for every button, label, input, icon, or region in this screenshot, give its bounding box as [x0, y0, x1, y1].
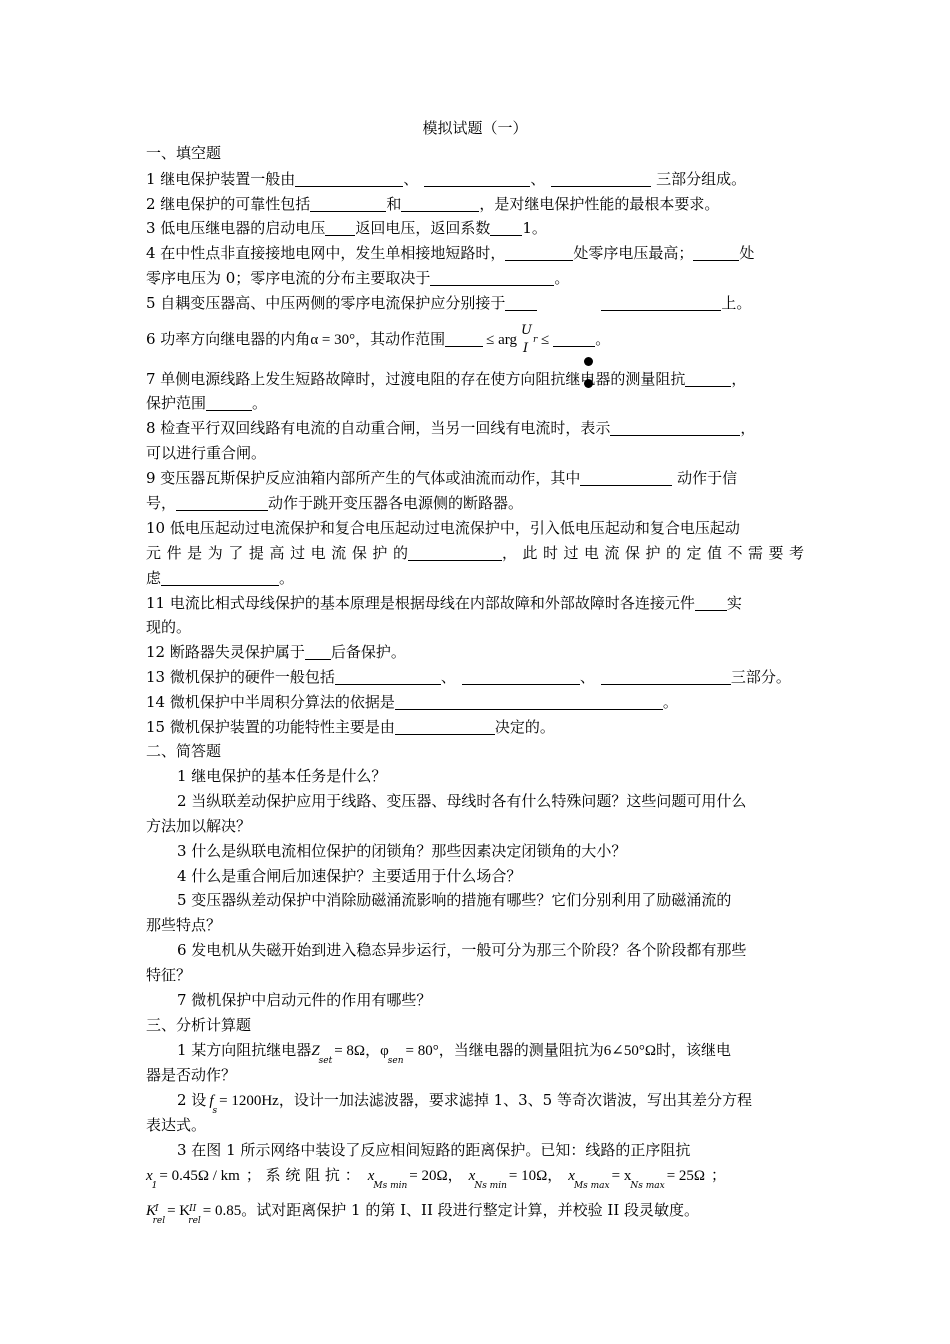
fill-question-5: 5 自耦变压器高、中压两侧的零序电流保护应分别接于 上。: [146, 294, 752, 312]
fill-question-6: 6 功率方向继电器的内角α = 30°，其动作范围 ≤ arg U r I ≤ 。: [146, 323, 611, 356]
calc-question-3: 3 在图 1 所示网络中装设了反应相间短路的距离保护。已知：线路的正序阻抗: [177, 1141, 691, 1159]
answer-blank[interactable]: [685, 372, 731, 387]
answer-blank[interactable]: [310, 197, 386, 212]
answer-blank[interactable]: [305, 645, 331, 660]
fill-question-7: 7 单侧电源线路上发生短路故障时，过渡电阻的存在使方向阻抗继电器的测量阻抗 ，: [146, 370, 747, 388]
phasor-dot-icon: [584, 357, 593, 366]
short-question-6: 6 发电机从失磁开始到进入稳态异步运行，一般可分为那三个阶段？各个阶段都有那些: [177, 941, 747, 959]
short-question-2-cont: 方法加以解决？: [146, 817, 252, 835]
fill-question-3: 3 低电压继电器的启动电压 返回电压，返回系数 1。: [146, 219, 547, 237]
fill-question-7-cont: 保护范围 。: [146, 394, 268, 412]
calc-question-3-impedances: $x_1= 0.45\Omega$ / km ； 系 统 阻 抗 ： $x_{Ms min}= 20\Omega$， $x_{Ns min}= 10\Omega$， $x_{Ms max}= x_{Ns max}= 25\Omega$ ；: [146, 1166, 727, 1191]
answer-blank[interactable]: [490, 221, 522, 236]
calc-question-2-cont: 表达式。: [146, 1116, 207, 1134]
fill-question-4: 4 在中性点非直接接地电网中，发生单相接地短路时， 处零序电压最高； 处: [146, 244, 755, 262]
answer-blank[interactable]: [505, 246, 573, 261]
answer-blank[interactable]: [176, 496, 268, 511]
answer-blank[interactable]: [395, 720, 495, 735]
calc-question-1-cont: 器是否动作？: [146, 1066, 237, 1084]
fill-question-9-cont: 号， 动作于跳开变压器各电源侧的断路器。: [146, 494, 524, 512]
fill-question-13: 13 微机保护的硬件一般包括 、 、 三部分。: [146, 668, 791, 686]
section-heading-fill: 一、填空题: [146, 144, 222, 162]
answer-blank[interactable]: [408, 546, 502, 561]
calc-question-2: 2 设 $f_s= 1200Hz$，设计一加法滤波器，要求滤掉 1、3、5 等奇次谐波，写出其差分方程: [177, 1091, 752, 1116]
answer-blank[interactable]: [505, 296, 537, 311]
fill-question-8: 8 检查平行双回线路有电流的自动重合闸，当另一回线有电流时，表示 ，: [146, 419, 756, 437]
fill-question-9: 9 变压器瓦斯保护反应油箱内部所产生的气体或油流而动作，其中 动作于信: [146, 469, 738, 487]
fill-question-10: 10 低电压起动过电流保护和复合电压起动过电流保护中，引入低电压起动和复合电压起动: [146, 519, 740, 537]
answer-blank[interactable]: [553, 332, 595, 347]
short-question-3: 3 什么是纵联电流相位保护的闭锁角？那些因素决定闭锁角的大小？: [177, 842, 627, 860]
short-question-2: 2 当纵联差动保护应用于线路、变压器、母线时各有什么特殊问题？这些问题可用什么: [177, 792, 747, 810]
fill-question-14: 14 微机保护中半周积分算法的依据是 。: [146, 693, 678, 711]
answer-blank[interactable]: [295, 172, 403, 187]
section-heading-calc: 三、分析计算题: [146, 1016, 252, 1034]
answer-blank[interactable]: [551, 172, 651, 187]
fill-question-10-cont: 元件是为了提高过电流保护的 ，此时过电流保护的定值不需要考: [146, 544, 804, 562]
fill-question-11: 11 电流比相式母线保护的基本原理是根据母线在内部故障和外部故障时各连接元件 实: [146, 594, 742, 612]
answer-blank[interactable]: [206, 396, 252, 411]
section-heading-short: 二、简答题: [146, 742, 222, 760]
voltage-current-fraction: U r I: [521, 323, 538, 356]
fill-question-4-cont: 零序电压为 0；零序电流的分布主要取决于 。: [146, 269, 570, 287]
short-question-6-cont: 特征？: [146, 966, 192, 984]
answer-blank[interactable]: [161, 571, 279, 586]
short-question-1: 1 继电保护的基本任务是什么？: [177, 767, 387, 785]
page-title: 模拟试题（一）: [422, 119, 528, 137]
short-question-5: 5 变压器纵差动保护中消除励磁涌流影响的措施有哪些？它们分别利用了励磁涌流的: [177, 891, 732, 909]
answer-blank[interactable]: [335, 670, 441, 685]
fill-question-2: 2 继电保护的可靠性包括 和 ，是对继电保护性能的最根本要求。: [146, 195, 720, 213]
answer-blank[interactable]: [601, 296, 721, 311]
short-question-7: 7 微机保护中启动元件的作用有哪些？: [177, 991, 432, 1009]
answer-blank[interactable]: [693, 246, 739, 261]
short-question-5-cont: 那些特点？: [146, 916, 222, 934]
fill-question-1: 1 继电保护装置一般由 、 、 三部分组成。: [146, 170, 747, 188]
answer-blank[interactable]: [325, 221, 355, 236]
answer-blank[interactable]: [462, 670, 580, 685]
fill-question-11-cont: 现的。: [146, 618, 192, 636]
answer-blank[interactable]: [424, 172, 530, 187]
answer-blank[interactable]: [430, 271, 554, 286]
calc-question-3-coefficients: $K^I_{rel}= K^{II}_{rel}= 0.85$。试对距离保护 1 的第 I、II 段进行整定计算，并校验 II 段灵敏度。: [146, 1201, 700, 1226]
short-question-4: 4 什么是重合闸后加速保护？主要适用于什么场合？: [177, 867, 522, 885]
answer-blank[interactable]: [401, 197, 479, 212]
fill-question-15: 15 微机保护装置的功能特性主要是由 决定的。: [146, 718, 555, 736]
fill-question-12: 12 断路器失灵保护属于 后备保护。: [146, 643, 406, 661]
calc-question-1: 1 某方向阻抗继电器$Z_{set}= 8\Omega$，$\varphi_{sen}= 80^\circ$，当继电器的测量阻抗为6∠50°Ω时，该继电: [177, 1041, 731, 1066]
answer-blank[interactable]: [395, 695, 663, 710]
answer-blank[interactable]: [445, 332, 483, 347]
answer-blank[interactable]: [580, 471, 672, 486]
answer-blank[interactable]: [695, 596, 727, 611]
fill-question-8-cont: 可以进行重合闸。: [146, 444, 267, 462]
answer-blank[interactable]: [610, 421, 740, 436]
fill-question-10-cont2: 虑 。: [146, 569, 295, 587]
answer-blank[interactable]: [601, 670, 731, 685]
